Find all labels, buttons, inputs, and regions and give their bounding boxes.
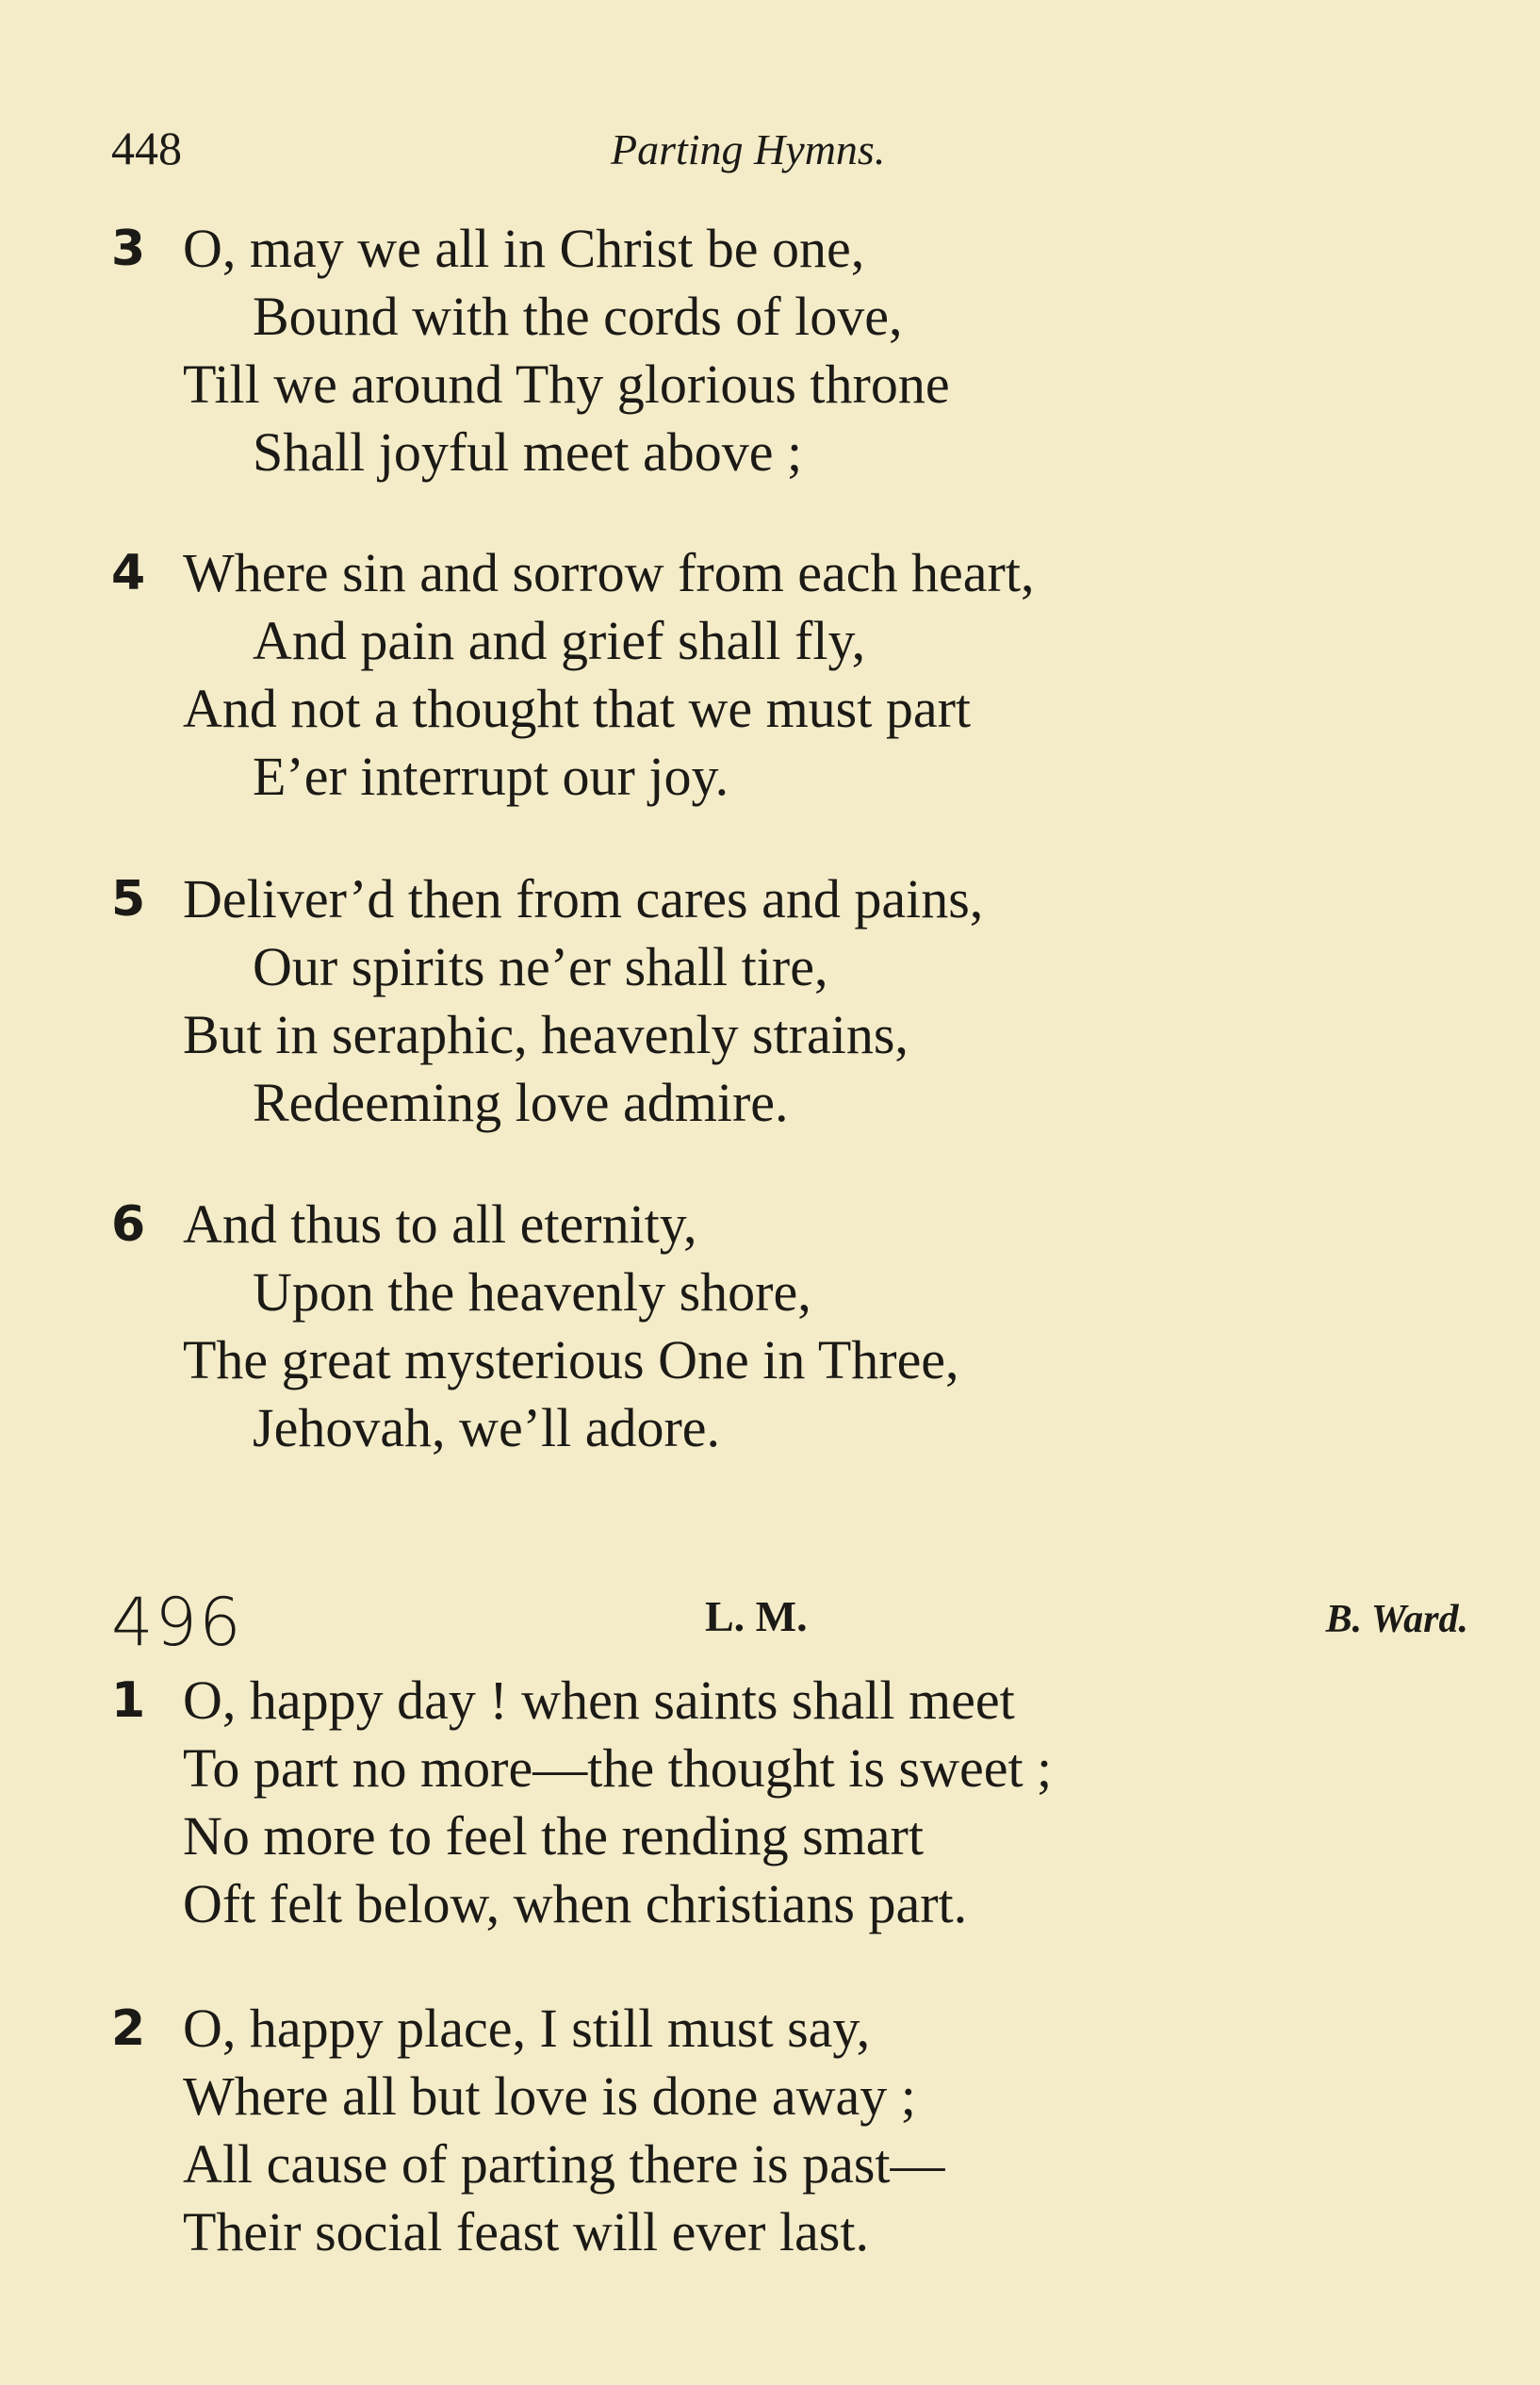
stanza-line	[111, 607, 1468, 675]
stanza-line	[111, 539, 1468, 607]
stanza-number: 1	[111, 1672, 146, 1729]
stanza-line	[111, 419, 1468, 486]
stanza-line-text: Till we around Thy glorious throne	[183, 354, 950, 415]
stanza-line-text: But in seraphic, heavenly strains,	[183, 1004, 909, 1065]
stanza-line	[111, 1802, 1468, 1870]
stanza-line	[111, 865, 1468, 933]
page-number: 448	[111, 122, 182, 174]
stanza-4	[111, 539, 1468, 811]
stanza-line	[111, 1001, 1468, 1069]
stanza-line-text: Shall joyful meet above ;	[253, 421, 803, 483]
stanza-number: 3	[111, 221, 146, 277]
stanza-line	[111, 933, 1468, 1001]
stanza-line	[111, 1191, 1468, 1258]
stanza-line-text: No more to feel the rending smart	[183, 1805, 924, 1867]
stanza-line-text: E’er interrupt our joy.	[253, 746, 729, 807]
stanza-number: 5	[111, 871, 146, 928]
stanza-line-text: Redeeming love admire.	[253, 1072, 789, 1133]
stanza-line-text: O, happy place, I still must say,	[183, 1998, 871, 2059]
stanza-line-text: And not a thought that we must part	[183, 678, 972, 739]
stanza-line-text: To part no more—the thought is sweet ;	[183, 1737, 1053, 1799]
stanza-line-text: Their social feast will ever last.	[183, 2201, 869, 2262]
stanza-line	[111, 283, 1468, 351]
stanza-6	[111, 1191, 1468, 1462]
section-title: Parting Hymns.	[611, 125, 886, 173]
stanza-line-text: Jehovah, we’ll adore.	[253, 1397, 721, 1458]
stanza-line	[111, 1069, 1468, 1137]
stanza-line	[111, 743, 1468, 811]
hymn-author: B. Ward.	[1325, 1598, 1468, 1641]
stanza-line-text: Bound with the cords of love,	[253, 286, 903, 347]
stanza-line-text: Upon the heavenly shore,	[253, 1261, 811, 1323]
stanza-line-text: Oft felt below, when christians part.	[183, 1873, 968, 1934]
hymn-header	[111, 1584, 1468, 1669]
stanza-5	[111, 865, 1468, 1137]
stanza-line	[111, 1735, 1468, 1802]
stanza-line	[111, 675, 1468, 743]
stanza-line	[111, 351, 1468, 419]
stanza-line-text: Where sin and sorrow from each heart,	[183, 542, 1035, 603]
stanza-line	[111, 215, 1468, 283]
stanza-line-text: All cause of parting there is past—	[183, 2133, 945, 2195]
stanza-line-text: Our spirits ne’er shall tire,	[253, 936, 828, 997]
stanza-line	[111, 1870, 1468, 1938]
hymn-496-stanza-2	[111, 1995, 1468, 2266]
hymn-meter: L. M.	[705, 1592, 808, 1640]
stanza-line	[111, 1326, 1468, 1394]
stanza-line	[111, 2198, 1468, 2266]
stanza-line-text: Where all but love is done away ;	[183, 2065, 916, 2127]
stanza-number: 6	[111, 1196, 146, 1253]
stanza-line	[111, 1394, 1468, 1462]
stanza-line	[111, 1995, 1468, 2063]
stanza-number: 4	[111, 545, 146, 601]
stanza-line	[111, 2130, 1468, 2198]
stanza-line	[111, 2063, 1468, 2130]
stanza-line	[111, 1258, 1468, 1326]
hymn-496-stanza-1	[111, 1667, 1468, 1938]
stanza-line-text: O, happy day ! when saints shall meet	[183, 1670, 1015, 1731]
stanza-line-text: O, may we all in Christ be one,	[183, 218, 865, 279]
stanza-line-text: The great mysterious One in Three,	[183, 1329, 959, 1390]
stanza-line-text: And pain and grief shall fly,	[253, 610, 866, 671]
hymn-number: 496	[111, 1584, 243, 1661]
stanza-line-text: Deliver’d then from cares and pains,	[183, 868, 984, 929]
stanza-line	[111, 1667, 1468, 1735]
running-head	[111, 121, 1431, 187]
stanza-line-text: And thus to all eternity,	[183, 1193, 697, 1255]
stanza-number: 2	[111, 2000, 146, 2057]
stanza-3	[111, 215, 1468, 486]
